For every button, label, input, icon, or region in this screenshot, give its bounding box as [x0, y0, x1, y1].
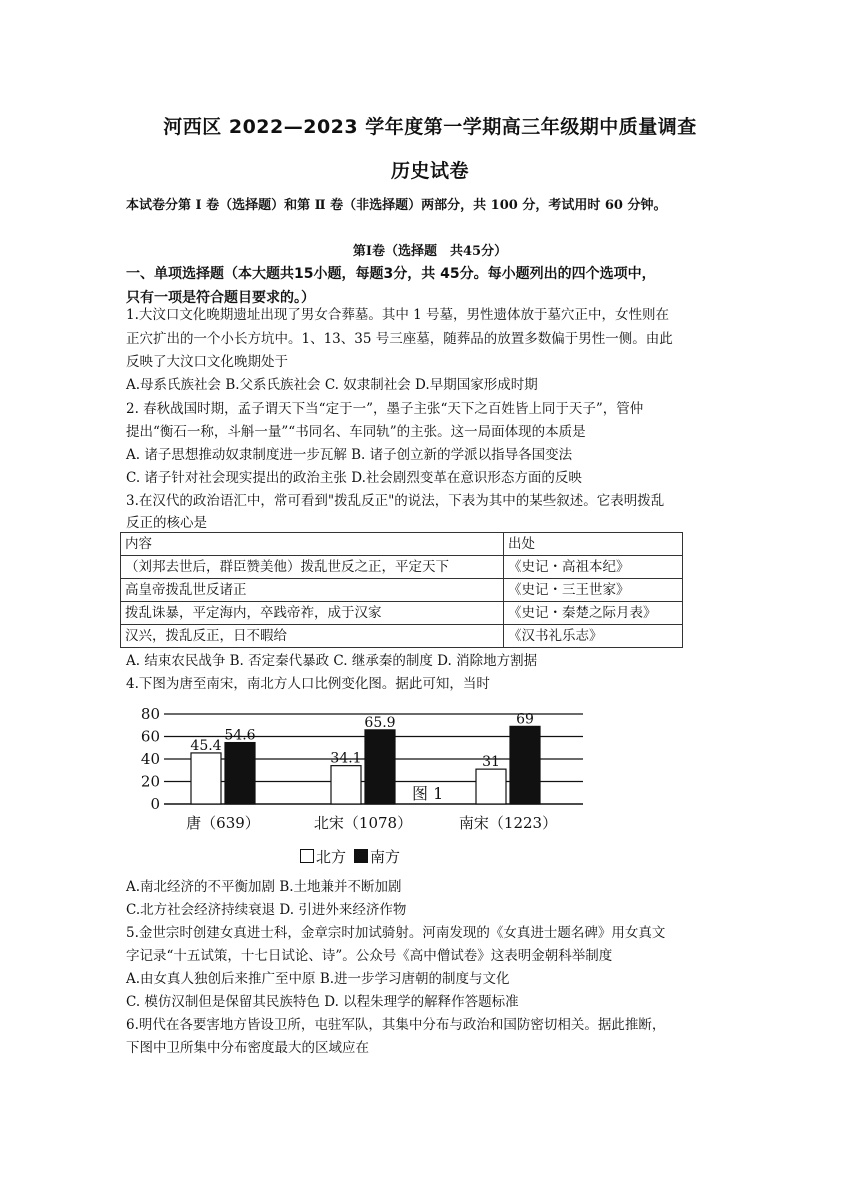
table-header-source: 出处 — [504, 533, 683, 556]
table-row — [121, 579, 683, 602]
q3-line-2: 反正的核心是 — [126, 515, 207, 531]
section-heading — [126, 262, 736, 310]
table-row — [121, 556, 683, 579]
table-cell-source: 《史记・三王世家》 — [504, 579, 683, 602]
q6-line-1: 6.明代在各要害地方皆设卫所，屯驻军队，其集中分布与政治和国防密切相关。据此推断， — [126, 1017, 666, 1033]
table-header-row — [121, 533, 683, 556]
part-heading: 第Ⅰ卷（选择题 共45分） — [352, 244, 508, 259]
bar-north — [476, 769, 506, 804]
table-header-content: 内容 — [121, 533, 504, 556]
q1-options: A.母系氏族社会 B.父系氏族社会 C. 奴隶制社会 D.早期国家形成时期 — [126, 377, 538, 393]
y-tick-label: 60 — [140, 727, 160, 746]
legend-south-label: 南方 — [370, 848, 401, 866]
y-tick-label: 40 — [140, 750, 160, 768]
legend-north-swatch — [300, 849, 314, 863]
legend-south-swatch — [354, 849, 368, 863]
q1-line-2: 正穴扩出的一个小长方坑中。1、13、35 号三座墓，随葬品的放置多数偏于男性一侧。由此 — [126, 331, 673, 347]
bar-south — [510, 726, 540, 804]
q4-options-cd: C.北方社会经济持续衰退 D. 引进外来经济作物 — [126, 902, 407, 918]
y-tick-label: 0 — [150, 795, 160, 813]
q6-line-2: 下图中卫所集中分布密度最大的区域应在 — [126, 1040, 369, 1056]
q2-options-cd: C. 诸子针对社会现实提出的政治主张 D.社会剧烈变革在意识形态方面的反映 — [126, 470, 582, 486]
bar-value-label: 65.9 — [364, 714, 396, 731]
table-cell-content: （刘邦去世后，群臣赞美他）拨乱世反之正，平定天下 — [121, 556, 504, 579]
q3-line-1: 3.在汉代的政治语汇中，常可看到"拨乱反正"的说法，下表为其中的某些叙述。它表明拨乱 — [126, 493, 665, 509]
exam-subtitle: 历史试卷 — [390, 160, 469, 182]
table-cell-content: 汉兴，拨乱反正，日不暇给 — [121, 625, 504, 648]
y-tick-label: 20 — [140, 772, 160, 791]
population-bar-chart — [138, 700, 598, 840]
bar-value-label: 45.4 — [190, 737, 222, 754]
q4-line-1: 4.下图为唐至南宋，南北方人口比例变化图。据此可知，当时 — [126, 676, 490, 692]
bar-value-label: 31 — [482, 754, 500, 771]
q4-options-ab: A.南北经济的不平衡加剧 B.土地兼并不断加剧 — [126, 879, 402, 895]
q5-line-1: 5.金世宗时创建女真进士科，金章宗时加试骑射。河南发现的《女真进士题名碑》用女真文 — [126, 925, 666, 941]
q1-line-1: 1.大汶口文化晚期遗址出现了男女合葬墓。其中 1 号墓，男性遗体放于墓穴正中，女性则在 — [126, 307, 670, 323]
q2-line-2: 提出“衡石一称，斗斛一量”“书同名、车同轨”的主张。这一局面体现的本质是 — [126, 424, 586, 440]
q5-options-ab: A.由女真人独创后来推广至中原 B.进一步学习唐朝的制度与文化 — [126, 971, 510, 987]
table-row — [121, 625, 683, 648]
q5-line-2: 字记录“十五试策，十七日试论、诗”。公众号《高中僧试卷》这表明金朝科举制度 — [126, 948, 613, 964]
table-cell-content: 高皇帝拨乱世反诸正 — [121, 579, 504, 602]
bar-north — [191, 753, 221, 804]
table-row — [121, 602, 683, 625]
table-cell-source: 《汉书礼乐志》 — [504, 625, 683, 648]
table-cell-content: 拨乱诛暴，平定海内，卒践帝祚，成于汉家 — [121, 602, 504, 625]
x-category-label: 南宋（1223） — [458, 814, 558, 832]
q2-line-1: 2. 春秋战国时期，孟子谓天下当“定于一”，墨子主张“天下之百姓皆上同于天子”，管仲 — [126, 401, 644, 417]
q3-options: A. 结束农民战争 B. 否定秦代暴政 C. 继承秦的制度 D. 消除地方割据 — [126, 653, 538, 669]
section-heading-line-2: 只有一项是符合题目要求的。） — [126, 290, 315, 306]
table-cell-source: 《史记・秦楚之际月表》 — [504, 602, 683, 625]
chart-annotation: 图 1 — [412, 784, 444, 803]
bar-south — [365, 730, 395, 804]
x-category-label: 北宋（1078） — [313, 814, 413, 832]
q3-table — [120, 532, 683, 648]
q2-options-ab: A. 诸子思想推动奴隶制度进一步瓦解 B. 诸子创立新的学派以指导各国变法 — [126, 447, 573, 463]
exam-intro: 本试卷分第 Ⅰ 卷（选择题）和第 Ⅱ 卷（非选择题）两部分，共 100 分，考试用时 60 分钟。 — [126, 198, 667, 213]
bar-value-label: 34.1 — [330, 750, 362, 767]
chart-legend — [300, 846, 400, 867]
q5-options-cd: C. 模仿汉制但是保留其民族特色 D. 以程朱理学的解释作答题标准 — [126, 994, 519, 1010]
q1-line-3: 反映了大汶口文化晚期处于 — [126, 354, 288, 370]
bar-value-label: 54.6 — [224, 727, 256, 744]
bar-south — [225, 743, 255, 804]
exam-title: 河西区 2022—2023 学年度第一学期高三年级期中质量调查 — [163, 116, 697, 138]
y-tick-label: 80 — [140, 705, 160, 723]
bar-value-label: 69 — [516, 711, 534, 728]
x-category-label: 唐（639） — [186, 814, 260, 832]
bar-north — [331, 766, 361, 804]
section-heading-line-1: 一、单项选择题（本大题共15小题，每题3分，共 45分。每小题列出的四个选项中， — [126, 266, 656, 282]
table-cell-source: 《史记・高祖本纪》 — [504, 556, 683, 579]
legend-north-label: 北方 — [316, 848, 347, 866]
